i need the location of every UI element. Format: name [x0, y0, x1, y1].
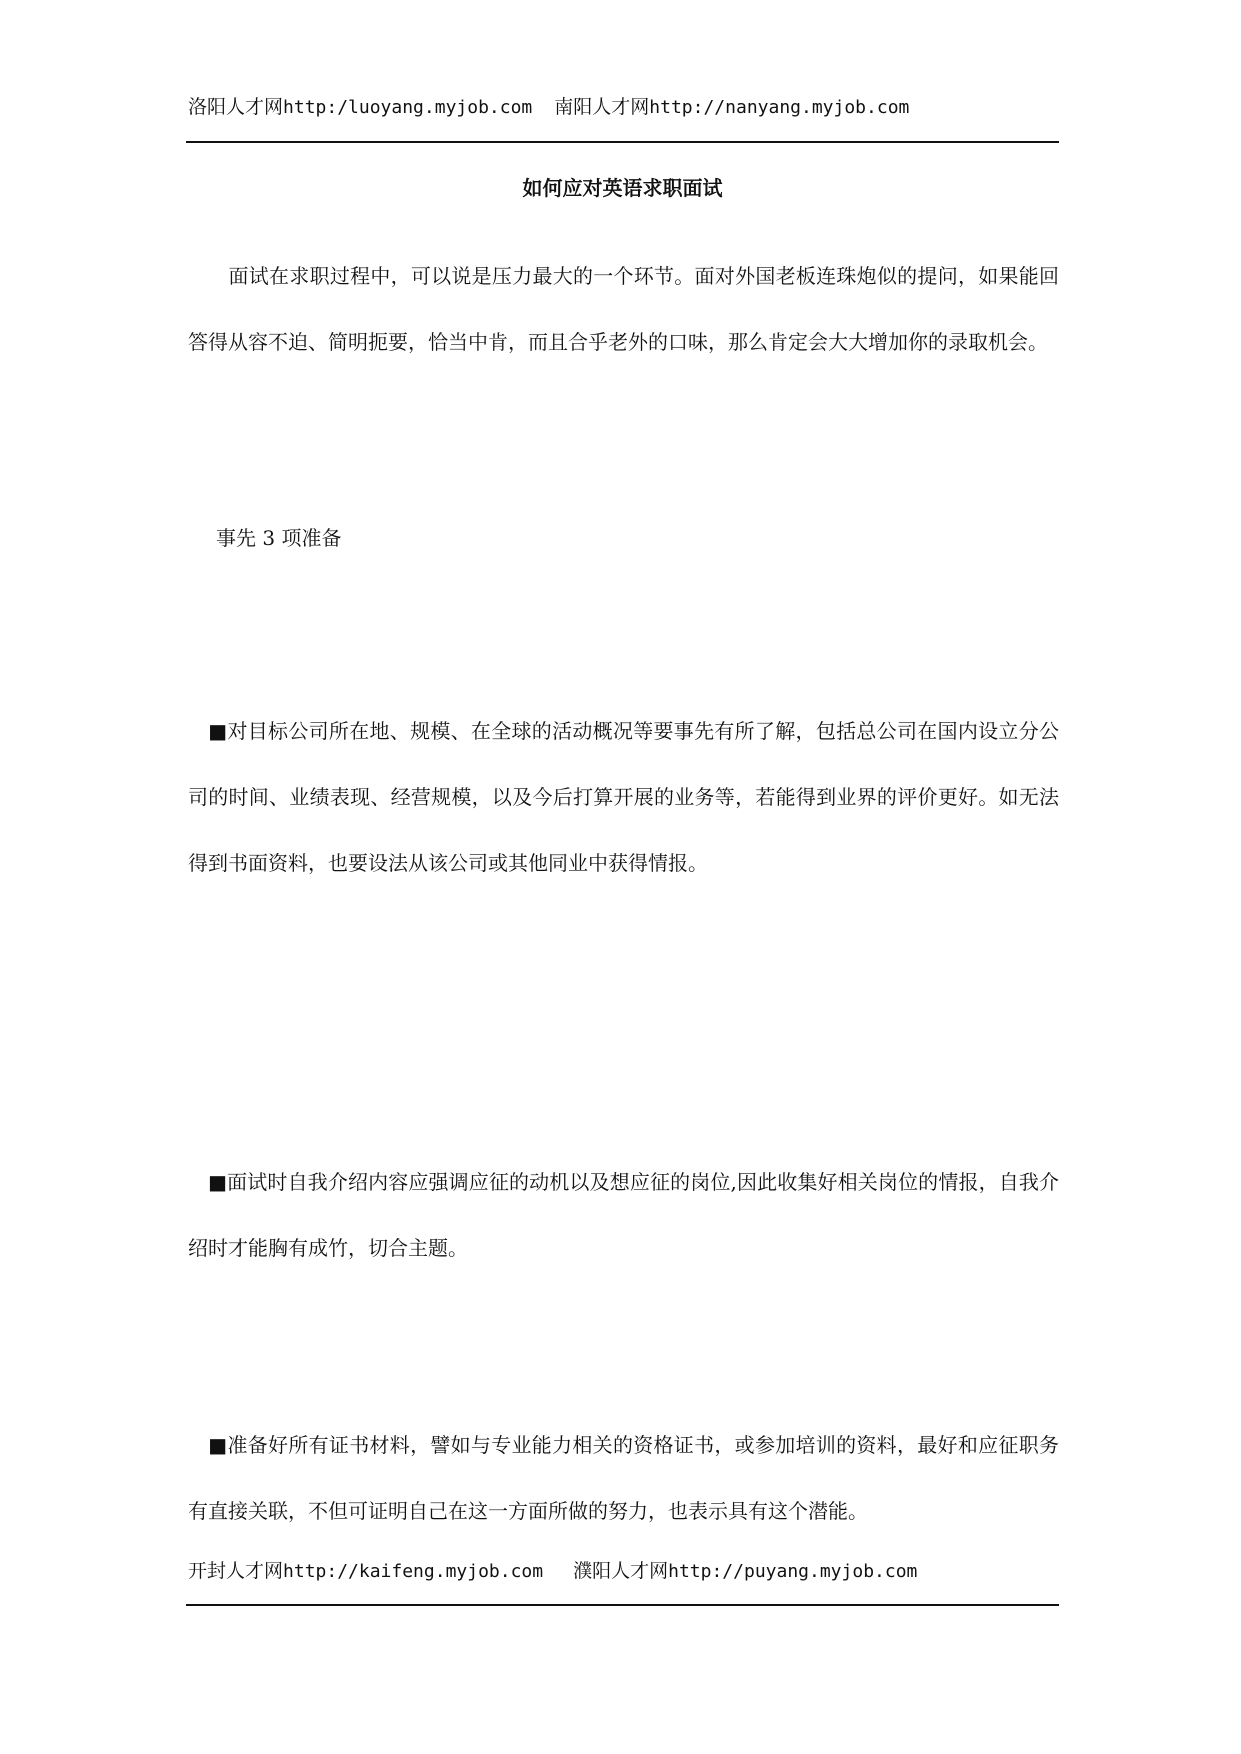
bullet-paragraph-3: ■准备好所有证书材料，譬如与专业能力相关的资格证书，或参加培训的资料，最好和应征职务有直接关联，不但可证明自己在这一方面所做的努力，也表示具有这个潜能。: [188, 1433, 1059, 1523]
footer-site1-name: 开封人才网: [188, 1560, 284, 1582]
bullet-paragraph-2: ■面试时自我介绍内容应强调应征的动机以及想应征的岗位,因此收集好相关岗位的情报，自我介绍时才能胸有成竹，切合主题。: [188, 1170, 1059, 1260]
footer-site2-name: 濮阳人才网: [573, 1560, 669, 1582]
header-site1-link[interactable]: http:/luoyang.myjob.com: [283, 97, 533, 118]
page-title: 如何应对英语求职面试: [522, 176, 723, 200]
bullet-paragraph-1: ■对目标公司所在地、规模、在全球的活动概况等要事先有所了解，包括总公司在国内设立分公司的时间、业绩表现、经营规模，以及今后打算开展的业务等，若能得到业界的评价更好。如无法得到书面资料，也要设法从该公司或其他同业中获得情报。: [188, 719, 1059, 875]
intro-paragraph: 面试在求职过程中，可以说是压力最大的一个环节。面对外国老板连珠炮似的提问，如果能回答得从容不迫、简明扼要，恰当中肯，而且合乎老外的口味，那么肯定会大大增加你的录取机会。: [188, 264, 1059, 354]
page-footer: [188, 1556, 917, 1583]
footer-divider: [186, 1604, 1059, 1606]
section-heading: 事先 3 项准备: [216, 526, 342, 550]
header-site2-name: 南阳人才网: [554, 96, 650, 118]
header-site2-link[interactable]: http://nanyang.myjob.com: [649, 97, 910, 118]
header-site1-name: 洛阳人才网: [188, 96, 284, 118]
page-header: [188, 92, 909, 119]
footer-site1-link[interactable]: http://kaifeng.myjob.com: [283, 1561, 544, 1582]
header-divider: [186, 141, 1059, 143]
footer-site2-link[interactable]: http://puyang.myjob.com: [668, 1561, 918, 1582]
